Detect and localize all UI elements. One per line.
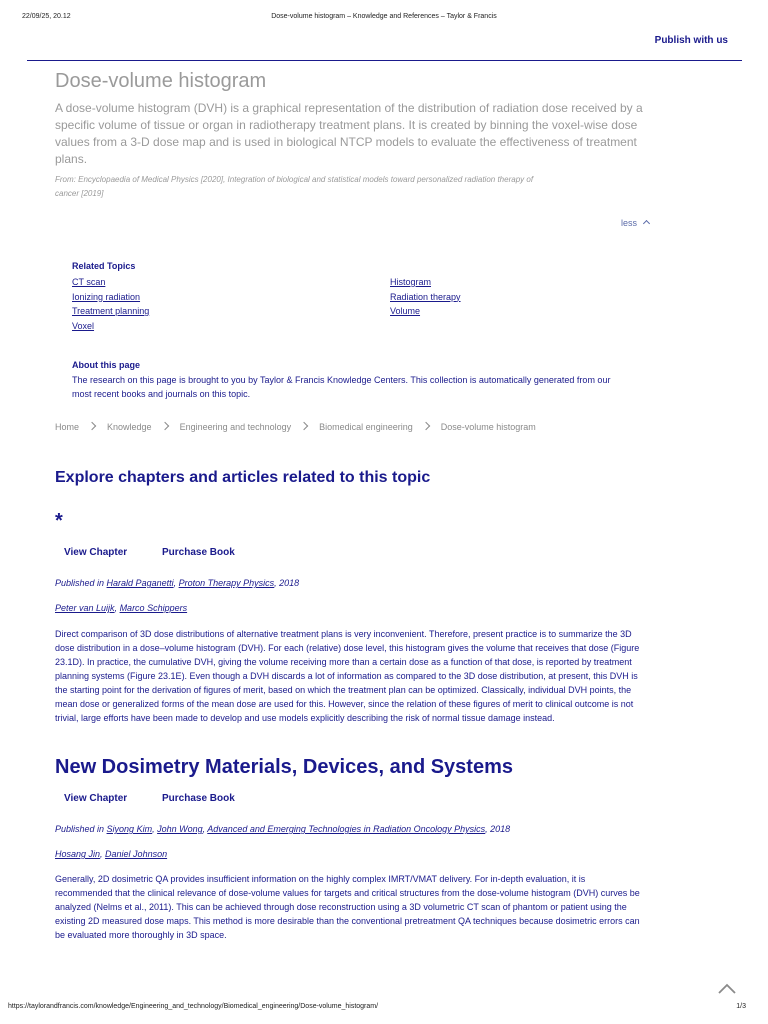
book-link[interactable]: Proton Therapy Physics <box>178 578 275 588</box>
chevron-right-icon <box>88 422 96 430</box>
book-link[interactable]: Advanced and Emerging Technologies in Radiation Oncology Physics <box>207 824 486 834</box>
purchase-book-button[interactable]: Purchase Book <box>162 547 235 558</box>
related-topic-link[interactable]: Voxel <box>72 320 95 331</box>
author-link[interactable]: Marco Schippers <box>119 603 188 613</box>
related-topic-link[interactable]: Ionizing radiation <box>72 291 141 302</box>
header-divider <box>27 60 742 61</box>
author-link[interactable]: Peter van Luijk <box>55 603 115 613</box>
chevron-right-icon <box>421 422 429 430</box>
purchase-book-button[interactable]: Purchase Book <box>162 793 235 804</box>
author-link[interactable]: Hosang Jin <box>55 849 101 859</box>
article-authors: Hosang Jin, Daniel Johnson <box>55 849 168 859</box>
related-topic-link[interactable]: CT scan <box>72 277 106 287</box>
about-heading: About this page <box>72 360 140 370</box>
article-excerpt: Direct comparison of 3D dose distributions of alternative treatment plans is very inconvenient. Therefore, present practice is to summarize the 3D dose distribution in a dose–volume histogram (DVH). For each (relative) dose level, this histogram gives the volume that receives that dose (Figure 23.1D). In practice, the cumulative DVH, giving the volume receiving more than a certain dose as a function of that dose, is reported by treatment planning systems (Figure 23.1E). Even though a DVH discards a lot of information as compared to the 3D dose distribution, at present, this DVH is the starting point for the derivation of figures of merit, based on which the treatment plan can be optimized. Classically, individual DVH points, the mean dose or generalized forms of the mean dose are used for this. However, since the relation of these figures of merit to clinical outcome is not trivial, large efforts have been made to develop and use models explicitly describing the risk of normal tissue damage instead. <box>55 629 640 723</box>
chevron-up-icon <box>642 220 649 227</box>
print-url: https://taylorandfrancis.com/knowledge/Engineering_and_technology/Biomedical_engineering/Dose-volume_histogram/ <box>8 1003 379 1010</box>
view-chapter-button[interactable]: View Chapter <box>64 793 128 804</box>
breadcrumb-engineering[interactable]: Engineering and technology <box>179 422 292 432</box>
publish-with-us-link[interactable]: Publish with us <box>654 35 728 46</box>
print-page-number: 1/3 <box>736 1003 746 1010</box>
editor-link[interactable]: John Wong <box>157 824 203 834</box>
author-link[interactable]: Daniel Johnson <box>105 849 168 859</box>
related-topic-link[interactable]: Treatment planning <box>72 306 150 316</box>
breadcrumb-biomedical[interactable]: Biomedical engineering <box>319 422 413 432</box>
page-title: Dose-volume histogram <box>55 70 267 92</box>
related-topic-link[interactable]: Radiation therapy <box>390 291 461 302</box>
related-topics-right <box>390 275 461 319</box>
chevron-right-icon <box>160 422 168 430</box>
published-in: Published in Harald Paganetti, Proton Therapy Physics, 2018 <box>55 578 300 588</box>
published-in: Published in Siyong Kim, John Wong, Advanced and Emerging Technologies in Radiation Oncology Physics, 2018 <box>55 824 511 834</box>
chevron-up-icon <box>718 983 736 995</box>
editor-link[interactable]: Harald Paganetti <box>106 578 174 588</box>
breadcrumb-home[interactable]: Home <box>55 422 80 432</box>
topic-definition: A dose-volume histogram (DVH) is a graphical representation of the distribution of radiation dose received by a specific volume of tissue or organ in radiotherapy treatment plans. It is created by binning the voxel-wise dose values from a 3-D dose map and is used in biological NTCP models to evaluate the effectiveness of treatment plans. <box>55 101 643 166</box>
article-authors: Peter van Luijk, Marco Schippers <box>55 603 188 613</box>
related-topics-heading: Related Topics <box>72 261 136 271</box>
article-excerpt: Generally, 2D dosimetric QA provides insufficient information on the highly complex IMRT/VMAT delivery. For in-depth evaluation, it is recommended that the clinical relevance of dose-volume values for targets and critical structures from the dose-volume histogram (DVH) curves be analyzed (Nelms et al., 2011). This can be achieved through dose reconstruction using a 3D volumetric CT scan of phantom or patient using the existing 2D measured dose maps. This method is more desirable than the conventional pretreatment QA techniques because dosimetric errors can be evaluated more thoroughly in 3D space. <box>55 874 640 940</box>
chevron-right-icon <box>300 422 308 430</box>
related-topic-link[interactable]: Volume <box>390 306 421 316</box>
about-text: The research on this page is brought to you by Taylor & Francis Knowledge Centers. This collection is automatically generated from our most recent books and journals on this topic. <box>72 375 611 399</box>
editor-link[interactable]: Siyong Kim <box>106 824 153 834</box>
related-topics-left <box>72 275 149 333</box>
breadcrumb <box>55 422 536 432</box>
scroll-to-top-button[interactable] <box>718 982 736 996</box>
less-toggle[interactable]: less <box>621 218 649 228</box>
breadcrumb-current: Dose-volume histogram <box>440 422 536 432</box>
topic-source: From: Encyclopaedia of Medical Physics [2020], Integration of biological and statistical models toward personalized radiation therapy of cancer [2019] <box>55 175 534 198</box>
article-title: * <box>55 510 63 532</box>
view-chapter-button[interactable]: View Chapter <box>64 547 128 558</box>
article-title: New Dosimetry Materials, Devices, and Systems <box>55 756 513 778</box>
breadcrumb-knowledge[interactable]: Knowledge <box>107 422 152 432</box>
explore-heading: Explore chapters and articles related to this topic <box>55 469 431 486</box>
print-title: Dose-volume histogram – Knowledge and References – Taylor & Francis <box>271 13 497 20</box>
print-date: 22/09/25, 20.12 <box>22 13 71 20</box>
related-topic-link[interactable]: Histogram <box>390 277 432 287</box>
